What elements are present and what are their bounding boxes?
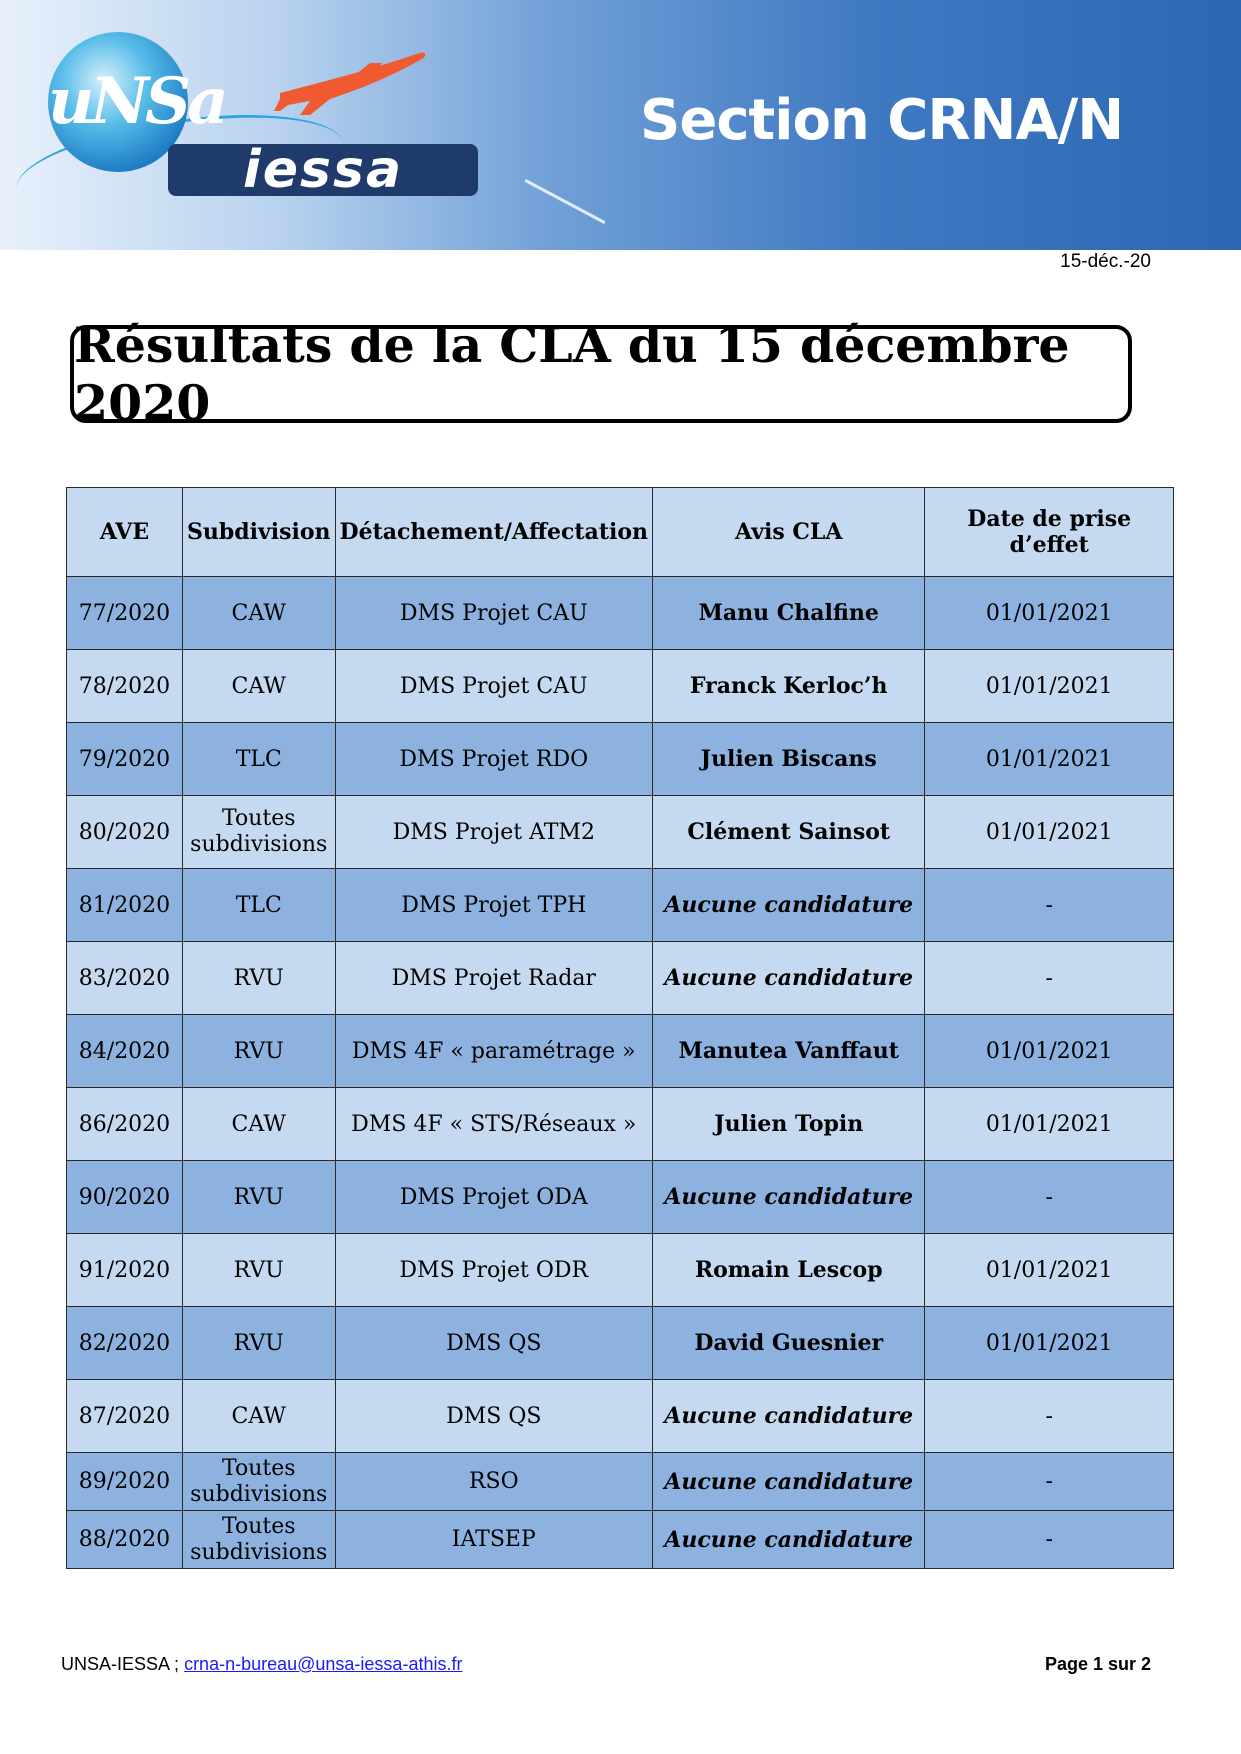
cell-avis: Aucune candidature bbox=[653, 869, 925, 942]
cell-affectation: IATSEP bbox=[335, 1511, 652, 1569]
airplane-icon bbox=[270, 45, 430, 125]
cell-affectation: DMS Projet Radar bbox=[335, 942, 652, 1015]
iessa-logo: iessa bbox=[168, 144, 478, 196]
cell-subdivision: Toutes subdivisions bbox=[182, 1453, 335, 1511]
cell-avis: Aucune candidature bbox=[653, 1380, 925, 1453]
table-row bbox=[67, 577, 1174, 650]
cell-subdivision: CAW bbox=[182, 1380, 335, 1453]
cell-ave: 89/2020 bbox=[67, 1453, 183, 1511]
cell-ave: 78/2020 bbox=[67, 650, 183, 723]
header-date: Date de prise d’effet bbox=[925, 488, 1174, 577]
cell-affectation: DMS Projet CAU bbox=[335, 650, 652, 723]
cell-subdivision: Toutes subdivisions bbox=[182, 796, 335, 869]
cell-ave: 82/2020 bbox=[67, 1307, 183, 1380]
header-subdivision: Subdivision bbox=[182, 488, 335, 577]
cell-date: 01/01/2021 bbox=[925, 1234, 1174, 1307]
cell-date: 01/01/2021 bbox=[925, 650, 1174, 723]
cell-avis: David Guesnier bbox=[653, 1307, 925, 1380]
table-row bbox=[67, 650, 1174, 723]
cell-affectation: DMS QS bbox=[335, 1380, 652, 1453]
cell-ave: 81/2020 bbox=[67, 869, 183, 942]
cell-subdivision: TLC bbox=[182, 869, 335, 942]
cell-ave: 87/2020 bbox=[67, 1380, 183, 1453]
cell-avis: Aucune candidature bbox=[653, 942, 925, 1015]
banner-streak bbox=[525, 179, 606, 224]
cell-subdivision: RVU bbox=[182, 1161, 335, 1234]
page-title: Résultats de la CLA du 15 décembre 2020 bbox=[74, 316, 1070, 432]
cell-avis: Clément Sainsot bbox=[653, 796, 925, 869]
footer-contact bbox=[61, 1654, 462, 1675]
table-row bbox=[67, 1015, 1174, 1088]
cell-avis: Manutea Vanffaut bbox=[653, 1015, 925, 1088]
cell-ave: 83/2020 bbox=[67, 942, 183, 1015]
table-row bbox=[67, 723, 1174, 796]
results-table bbox=[66, 487, 1174, 1569]
cell-subdivision: RVU bbox=[182, 1234, 335, 1307]
cell-affectation: DMS 4F « paramétrage » bbox=[335, 1015, 652, 1088]
document-date: 15-déc.-20 bbox=[1060, 251, 1151, 272]
table-row bbox=[67, 869, 1174, 942]
page-number: Page 1 sur 2 bbox=[1044, 1654, 1151, 1674]
cell-date: 01/01/2021 bbox=[925, 1088, 1174, 1161]
cell-subdivision: Toutes subdivisions bbox=[182, 1511, 335, 1569]
cell-ave: 80/2020 bbox=[67, 796, 183, 869]
cell-subdivision: RVU bbox=[182, 942, 335, 1015]
title-box bbox=[70, 316, 1132, 432]
cell-date: 01/01/2021 bbox=[925, 796, 1174, 869]
header-banner bbox=[0, 0, 1241, 250]
cell-date: - bbox=[925, 1453, 1174, 1511]
cell-affectation: DMS Projet ATM2 bbox=[335, 796, 652, 869]
cell-affectation: DMS Projet CAU bbox=[335, 577, 652, 650]
cell-subdivision: CAW bbox=[182, 650, 335, 723]
table-row bbox=[67, 1511, 1174, 1569]
cell-subdivision: CAW bbox=[182, 1088, 335, 1161]
table-row bbox=[67, 1453, 1174, 1511]
cell-date: - bbox=[925, 1161, 1174, 1234]
cell-affectation: DMS 4F « STS/Réseaux » bbox=[335, 1088, 652, 1161]
cell-date: - bbox=[925, 1511, 1174, 1569]
cell-affectation: DMS Projet TPH bbox=[335, 869, 652, 942]
cell-avis: Julien Biscans bbox=[653, 723, 925, 796]
table-row bbox=[67, 1380, 1174, 1453]
footer-org: UNSA-IESSA ; bbox=[61, 1654, 180, 1674]
cell-ave: 77/2020 bbox=[67, 577, 183, 650]
header-affectation: Détachement/Affectation bbox=[335, 488, 652, 577]
cell-avis: Julien Topin bbox=[653, 1088, 925, 1161]
cell-affectation: DMS QS bbox=[335, 1307, 652, 1380]
cell-date: 01/01/2021 bbox=[925, 1307, 1174, 1380]
cell-subdivision: RVU bbox=[182, 1015, 335, 1088]
table-row bbox=[67, 1234, 1174, 1307]
table-header-row bbox=[67, 488, 1174, 577]
cell-avis: Romain Lescop bbox=[653, 1234, 925, 1307]
cell-ave: 86/2020 bbox=[67, 1088, 183, 1161]
cell-subdivision: RVU bbox=[182, 1307, 335, 1380]
section-title: Section CRNA/N bbox=[640, 88, 1124, 153]
cell-date: 01/01/2021 bbox=[925, 577, 1174, 650]
cell-ave: 90/2020 bbox=[67, 1161, 183, 1234]
cell-ave: 88/2020 bbox=[67, 1511, 183, 1569]
cell-date: 01/01/2021 bbox=[925, 723, 1174, 796]
cell-affectation: DMS Projet ODR bbox=[335, 1234, 652, 1307]
cell-ave: 79/2020 bbox=[67, 723, 183, 796]
table-row bbox=[67, 1088, 1174, 1161]
cell-date: - bbox=[925, 869, 1174, 942]
cell-date: 01/01/2021 bbox=[925, 1015, 1174, 1088]
cell-date: - bbox=[925, 1380, 1174, 1453]
cell-affectation: DMS Projet RDO bbox=[335, 723, 652, 796]
cell-ave: 84/2020 bbox=[67, 1015, 183, 1088]
cell-avis: Aucune candidature bbox=[653, 1453, 925, 1511]
cell-avis: Aucune candidature bbox=[653, 1511, 925, 1569]
table-row bbox=[67, 1307, 1174, 1380]
header-avis: Avis CLA bbox=[653, 488, 925, 577]
cell-affectation: RSO bbox=[335, 1453, 652, 1511]
header-ave: AVE bbox=[67, 488, 183, 577]
cell-avis: Manu Chalfine bbox=[653, 577, 925, 650]
cell-date: - bbox=[925, 942, 1174, 1015]
cell-avis: Aucune candidature bbox=[653, 1161, 925, 1234]
cell-avis: Franck Kerloc’h bbox=[653, 650, 925, 723]
footer-email-link[interactable]: crna-n-bureau@unsa-iessa-athis.fr bbox=[184, 1654, 463, 1674]
table-row bbox=[67, 942, 1174, 1015]
table-row bbox=[67, 1161, 1174, 1234]
table-row bbox=[67, 796, 1174, 869]
unsa-logo-text: uNSa bbox=[48, 64, 225, 139]
cell-ave: 91/2020 bbox=[67, 1234, 183, 1307]
unsa-logo bbox=[48, 32, 225, 172]
cell-affectation: DMS Projet ODA bbox=[335, 1161, 652, 1234]
cell-subdivision: TLC bbox=[182, 723, 335, 796]
cell-subdivision: CAW bbox=[182, 577, 335, 650]
